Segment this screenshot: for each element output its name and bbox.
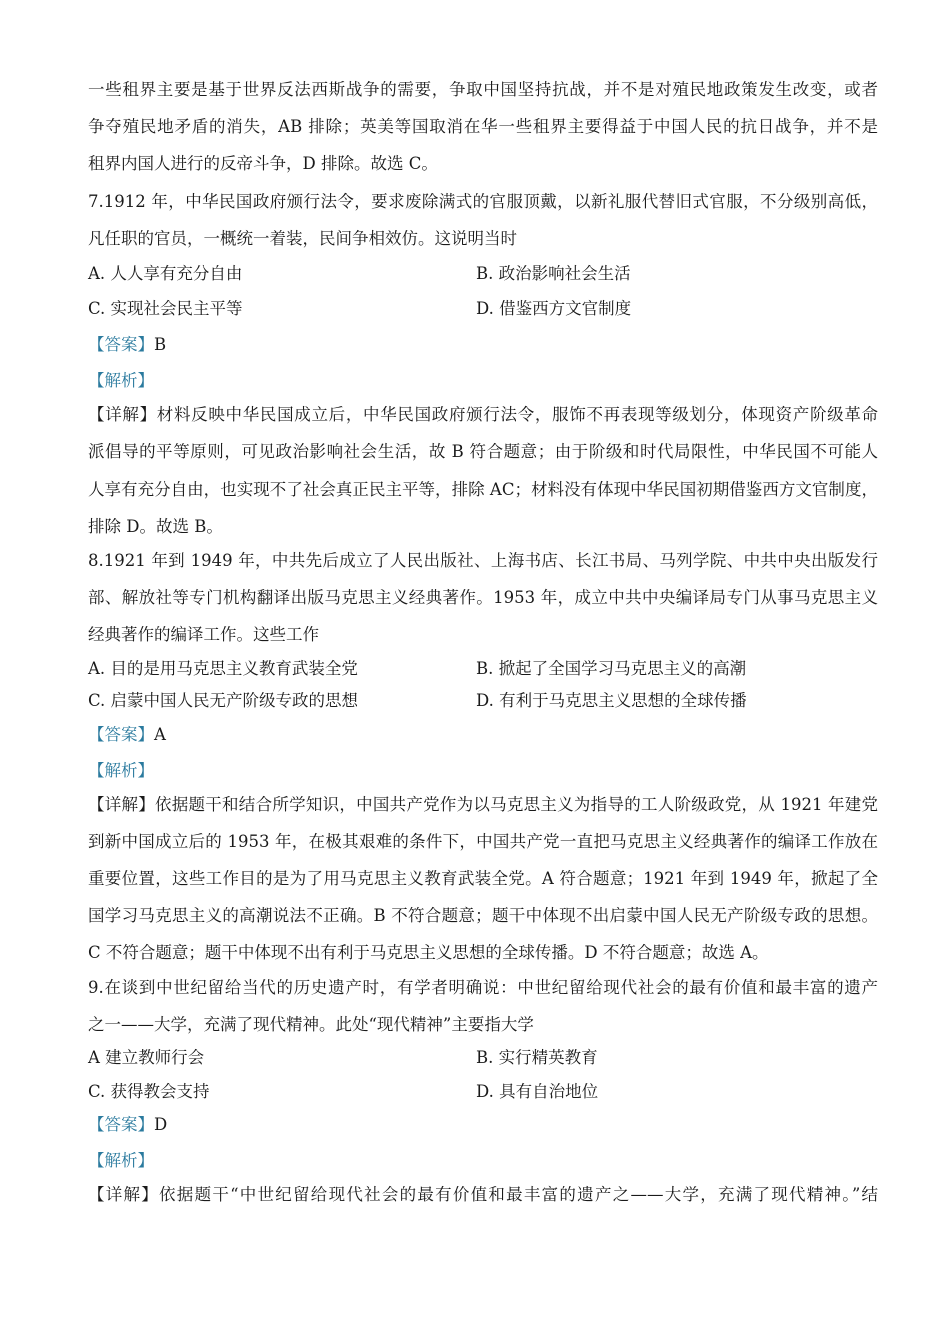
answer-value: A	[154, 725, 166, 744]
q7-option-d: D. 借鉴西方文官制度	[476, 299, 632, 318]
detail-tag: 【详解】	[88, 405, 157, 424]
q9-option-a: A 建立教师行会	[88, 1048, 205, 1067]
q8-answer	[88, 724, 166, 746]
q7-detail: 派倡导的平等原则，可见政治影响社会生活，故 B 符合题意；由于阶级和时代局限性，中华民国不可能人	[88, 442, 878, 461]
answer-tag: 【答案】	[88, 1115, 154, 1134]
analysis-tag: 【解析】	[88, 1151, 154, 1170]
q7-option-c: C. 实现社会民主平等	[88, 299, 243, 318]
q7-option-a: A. 人人享有充分自由	[88, 264, 243, 283]
q7-stem: 凡任职的官员，一概统一着装，民间争相效仿。这说明当时	[88, 229, 517, 248]
q8-stem: 部、解放社等专门机构翻译出版马克思主义经典著作。1953 年，成立中共中央编译局专门从事马克思主义	[88, 588, 878, 607]
q8-option-c: C. 启蒙中国人民无产阶级专政的思想	[88, 691, 359, 710]
q8-detail: 重要位置，这些工作目的是为了用马克思主义教育武装全党。A 符合题意；1921 年到 1949 年，掀起了全	[88, 869, 878, 888]
q8-analysis-tag	[88, 760, 154, 782]
q9-option-c: C. 获得教会支持	[88, 1082, 210, 1101]
answer-tag: 【答案】	[88, 335, 154, 354]
detail-tag: 【详解】	[88, 795, 156, 814]
q7-detail: 排除 D。故选 B。	[88, 517, 223, 536]
q7-option-b: B. 政治影响社会生活	[476, 264, 631, 283]
q9-analysis-tag	[88, 1150, 154, 1172]
q8-stem: 8.1921 年到 1949 年，中共先后成立了人民出版社、上海书店、长江书局、马列学院、中共中央出版发行	[88, 551, 878, 570]
q9-option-d: D. 具有自治地位	[476, 1082, 599, 1101]
answer-tag: 【答案】	[88, 725, 154, 744]
q9-option-b: B. 实行精英教育	[476, 1048, 598, 1067]
answer-value: D	[154, 1115, 168, 1134]
prev-explanation-line: 一些租界主要是基于世界反法西斯战争的需要，争取中国坚持抗战，并不是对殖民地政策发生改变，或者	[88, 80, 878, 99]
q8-option-a: A. 目的是用马克思主义教育武装全党	[88, 659, 358, 678]
q7-detail: 人享有充分自由，也实现不了社会真正民主平等，排除 AC；材料没有体现中华民国初期借鉴西方文官制度，	[88, 480, 878, 499]
q8-stem: 经典著作的编译工作。这些工作	[88, 625, 319, 644]
prev-explanation-line: 争夺殖民地矛盾的消失，AB 排除；英美等国取消在华一些租界主要得益于中国人民的抗日战争，并不是	[88, 117, 878, 136]
detail-text: 依据题干“中世纪留给现代社会的最有价值和最丰富的遗产之——大学，充满了现代精神。”结	[159, 1185, 878, 1204]
analysis-tag: 【解析】	[88, 371, 154, 390]
analysis-tag: 【解析】	[88, 761, 154, 780]
q8-detail: 到新中国成立后的 1953 年，在极其艰难的条件下，中国共产党一直把马克思主义经典著作的编译工作放在	[88, 832, 878, 851]
q8-detail	[88, 794, 878, 816]
q7-detail	[88, 404, 878, 426]
q9-stem: 9.在谈到中世纪留给当代的历史遗产时，有学者明确说：中世纪留给现代社会的最有价值和最丰富的遗产	[88, 978, 878, 997]
q9-detail	[88, 1184, 878, 1206]
detail-tag: 【详解】	[88, 1185, 160, 1204]
q7-stem: 7.1912 年，中华民国政府颁行法令，要求废除满式的官服顶戴，以新礼服代替旧式官服，不分级别高低，	[88, 192, 878, 211]
detail-text: 依据题干和结合所学知识，中国共产党作为以马克思主义为指导的工人阶级政党，从 1921 年建党	[155, 795, 878, 814]
q9-answer	[88, 1114, 167, 1136]
answer-value: B	[154, 335, 167, 354]
q7-analysis-tag	[88, 370, 154, 392]
detail-text: 材料反映中华民国成立后，中华民国政府颁行法令，服饰不再表现等级划分，体现资产阶级革命	[156, 405, 878, 424]
q8-option-d: D. 有利于马克思主义思想的全球传播	[476, 691, 747, 710]
q9-stem: 之一——大学，充满了现代精神。此处“现代精神”主要指大学	[88, 1015, 534, 1034]
q8-detail: C 不符合题意；题干中体现不出有利于马克思主义思想的全球传播。D 不符合题意；故选 A。	[88, 943, 769, 962]
q7-answer	[88, 334, 166, 356]
prev-explanation-line: 租界内国人进行的反帝斗争，D 排除。故选 C。	[88, 154, 438, 173]
q8-option-b: B. 掀起了全国学习马克思主义的高潮	[476, 659, 747, 678]
q8-detail: 国学习马克思主义的高潮说法不正确。B 不符合题意；题干中体现不出启蒙中国人民无产阶级专政的思想。	[88, 906, 878, 925]
